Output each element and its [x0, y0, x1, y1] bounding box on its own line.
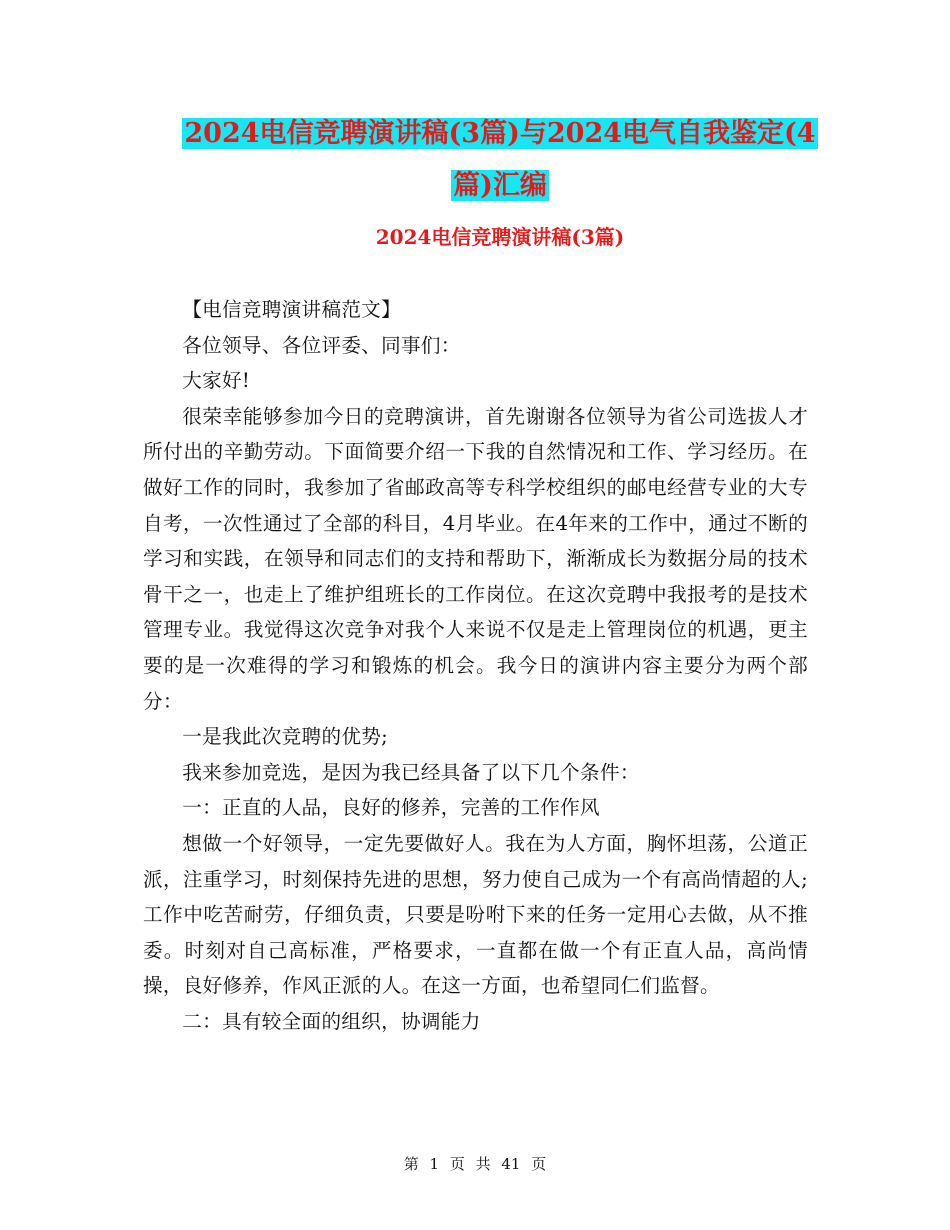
- paragraph-intro: 很荣幸能够参加今日的竞聘演讲，首先谢谢各位领导为省公司选拔人才所付出的辛勤劳动。下面简要介绍一下我的自然情况和工作、学习经历。在做好工作的同时，我参加了省邮政高等专科学校组织的邮电经营专业的大专自考，一次性通过了全部的科目，4月毕业。在4年来的工作中，通过不断的学习和实践，在领导和同志们的支持和帮助下，渐渐成长为数据分局的技术骨干之一，也走上了维护组班长的工作岗位。在这次竞聘中我报考的是技术管理专业。我觉得这次竞争对我个人来说不仅是走上管理岗位的机遇，更主要的是一次难得的学习和锻炼的机会。我今日的演讲内容主要分为两个部分：: [143, 404, 808, 713]
- section-title: 2024电信竞聘演讲稿(3篇): [375, 225, 625, 249]
- paragraph-subhead-one: 一：正直的人品，良好的修养，完善的工作作风: [182, 796, 600, 820]
- paragraph-salutation: 各位领导、各位评委、同事们：: [182, 333, 461, 357]
- document-title-line-2: 篇)汇编: [453, 170, 547, 201]
- paragraph-point-one: 一是我此次竞聘的优势;: [182, 725, 389, 749]
- paragraph-greeting: 大家好!: [182, 369, 251, 393]
- page-footer: 第 1 页 共 41 页: [403, 1155, 547, 1173]
- paragraph-conditions: 我来参加竞选，是因为我已经具备了以下几个条件：: [182, 760, 640, 784]
- document-title: [140, 108, 860, 212]
- document-title-line-1: 2024电信竞聘演讲稿(3篇)与2024电气自我鉴定(4: [184, 118, 816, 149]
- paragraph-heading: 【电信竞聘演讲稿范文】: [182, 298, 402, 321]
- paragraph-character: 想做一个好领导，一定先要做好人。我在为人方面，胸怀坦荡，公道正派，注重学习，时刻保持先进的思想，努力使自己成为一个有高尚情超的人;工作中吃苦耐劳，仔细负责，只要是吩咐下来的任务一定用心去做，从不推委。时刻对自己高标准，严格要求，一直都在做一个有正直人品，高尚情操，良好修养，作风正派的人。在这一方面，也希望同仁们监督。: [143, 831, 808, 998]
- paragraph-subhead-two: 二：具有较全面的组织，协调能力: [182, 1009, 481, 1033]
- document-body: [143, 292, 808, 1039]
